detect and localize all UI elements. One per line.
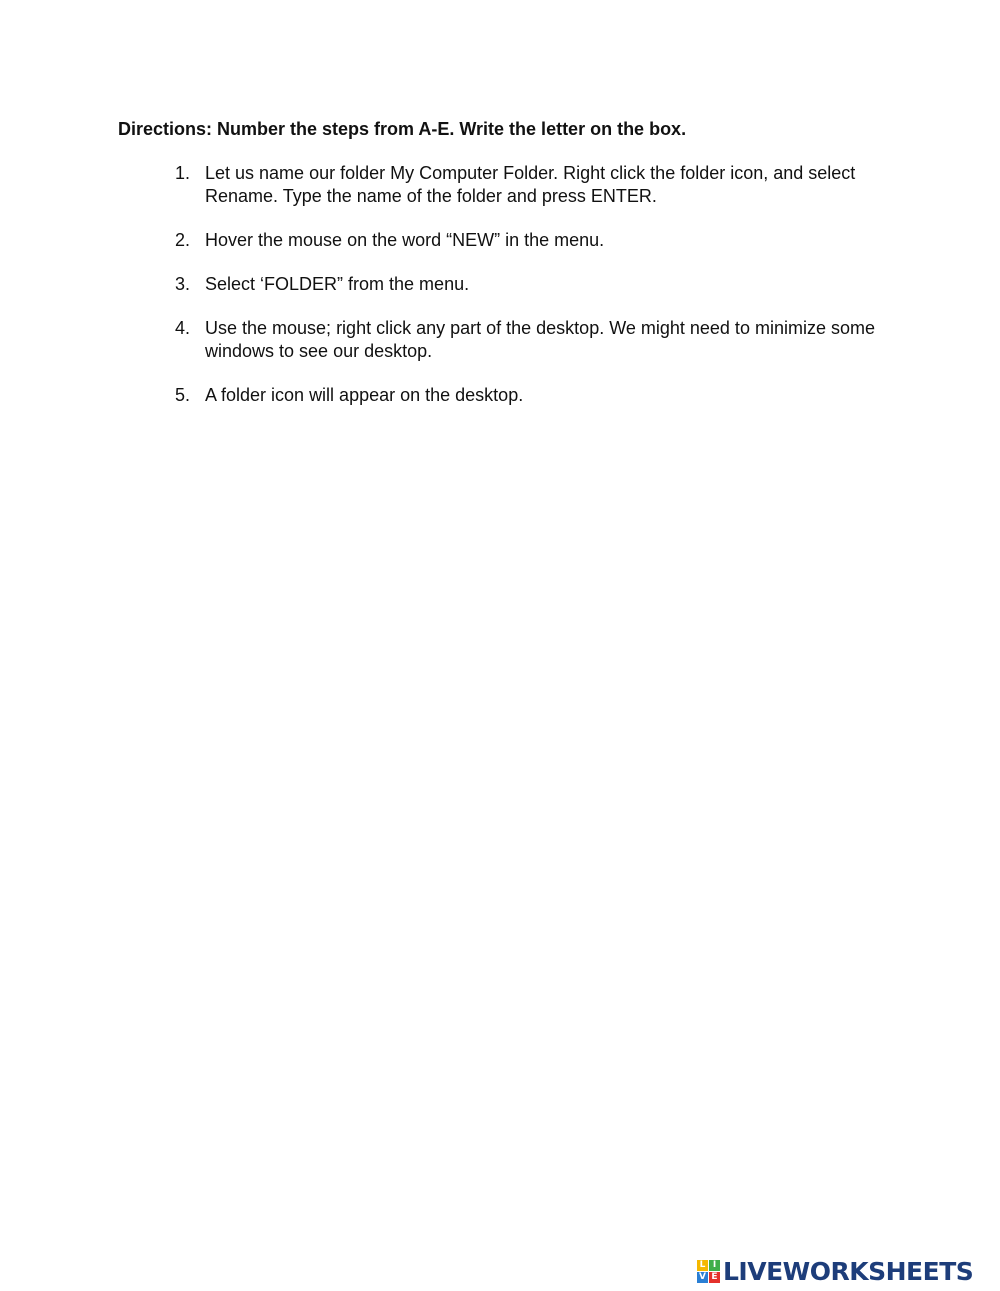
list-item [175, 384, 875, 407]
step-number: 3. [175, 274, 191, 294]
logo-letter-i: I [709, 1260, 720, 1271]
step-number: 2. [175, 230, 191, 250]
list-item [175, 229, 875, 252]
directions-heading: Directions: Number the steps from A-E. Write the letter on the box. [118, 119, 687, 139]
step-text: Use the mouse; right click any part of the desktop. We might need to minimize some windows to see our desktop. [205, 318, 875, 361]
liveworksheets-logo-icon [697, 1260, 720, 1283]
list-item [175, 317, 875, 363]
list-item [175, 273, 875, 296]
steps-list [175, 162, 875, 428]
step-text: Let us name our folder My Computer Folder. Right click the folder icon, and select Rename. Type the name of the folder and press ENTER. [205, 163, 856, 206]
step-text: Hover the mouse on the word “NEW” in the menu. [205, 230, 605, 250]
logo-letter-v: V [697, 1272, 708, 1283]
step-number: 1. [175, 163, 191, 183]
step-number: 5. [175, 385, 191, 405]
step-number: 4. [175, 318, 191, 338]
step-text: A folder icon will appear on the desktop. [205, 385, 524, 405]
liveworksheets-logo [697, 1255, 973, 1287]
brand-wordmark: LIVEWORKSHEETS [723, 1256, 974, 1286]
logo-letter-l: L [697, 1260, 708, 1271]
logo-letter-e: E [709, 1272, 720, 1283]
step-text: Select ‘FOLDER” from the menu. [205, 274, 470, 294]
list-item [175, 162, 875, 208]
